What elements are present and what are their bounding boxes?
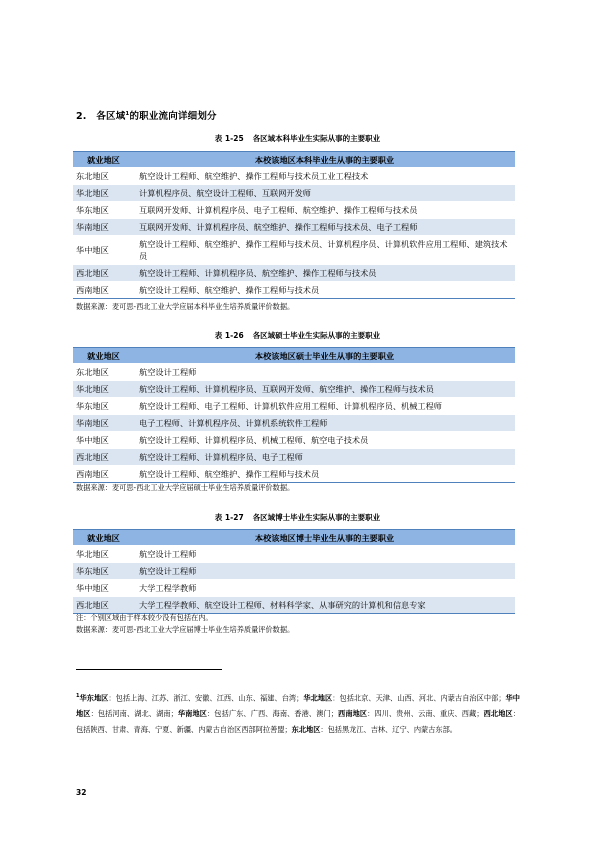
- table-header-row: [73, 348, 515, 364]
- section-title: [76, 108, 217, 122]
- table-row: [73, 597, 515, 614]
- table-caption-text: 各区域硕士毕业生实际从事的主要职业: [252, 331, 381, 340]
- header-region: 就业地区: [73, 152, 134, 168]
- occupations-cell: 航空设计工程师、航空维护、操作工程师与技术员: [134, 282, 515, 299]
- region-cell: 华南地区: [73, 219, 134, 236]
- footnote-region-text: ：包括广东、广西、海南、香港、澳门；: [207, 709, 338, 719]
- region-cell: 华中地区: [73, 236, 134, 265]
- header-occupations: 本校该地区本科毕业生从事的主要职业: [134, 152, 515, 168]
- occupations-cell: 航空设计工程师、航空维护、操作工程师与技术员、计算机程序员、计算机软件应用工程师、建筑技术员: [134, 236, 515, 265]
- table-number: 表 1-27: [214, 513, 244, 522]
- table-caption-text: 各区域本科毕业生实际从事的主要职业: [252, 134, 381, 143]
- footnote-region-name: 西南地区: [337, 709, 368, 719]
- table-number: 表 1-25: [214, 134, 244, 143]
- footnote-divider: [76, 669, 222, 670]
- region-cell: 华北地区: [73, 185, 134, 202]
- table-undergrad-careers: [73, 151, 515, 299]
- occupations-cell: 航空设计工程师、计算机程序员、电子工程师: [134, 449, 515, 466]
- occupations-cell: 航空设计工程师: [134, 546, 515, 563]
- table-caption-1-27: [0, 512, 595, 523]
- table-header-row: [73, 530, 515, 546]
- header-occupations: 本校该地区硕士毕业生从事的主要职业: [134, 348, 515, 364]
- section-title-rest: 的职业流向详细划分: [129, 111, 217, 122]
- region-cell: 西北地区: [73, 597, 134, 614]
- occupations-cell: 航空设计工程师、计算机程序员、互联网开发师、航空维护、操作工程师与技术员: [134, 381, 515, 398]
- table-row: [73, 449, 515, 466]
- table-row: [73, 265, 515, 282]
- table-row: [73, 236, 515, 265]
- occupations-cell: 大学工程学教师: [134, 580, 515, 597]
- region-cell: 东北地区: [73, 168, 134, 185]
- region-cell: 华东地区: [73, 398, 134, 415]
- region-cell: 华中地区: [73, 432, 134, 449]
- table-row: [73, 381, 515, 398]
- table-number: 表 1-26: [214, 331, 244, 340]
- footnote-region-name: 东北地区: [291, 725, 321, 735]
- table-row: [73, 563, 515, 580]
- occupations-cell: 航空设计工程师、电子工程师、计算机软件应用工程师、计算机程序员、机械工程师: [134, 398, 515, 415]
- region-cell: 西北地区: [73, 265, 134, 282]
- region-cell: 华北地区: [73, 381, 134, 398]
- occupations-cell: 互联网开发师、计算机程序员、航空维护、操作工程师与技术员、电子工程师: [134, 219, 515, 236]
- table-caption-1-25: [0, 133, 595, 144]
- region-cell: 华东地区: [73, 563, 134, 580]
- table-source: 数据来源：麦可思-西北工业大学应届硕士毕业生培养质量评价数据。: [76, 483, 295, 492]
- page-number: 32: [76, 788, 87, 797]
- occupations-cell: 航空设计工程师、航空维护、操作工程师与技术员: [134, 466, 515, 483]
- occupations-cell: 航空设计工程师、计算机程序员、机械工程师、航空电子技术员: [134, 432, 515, 449]
- header-region: 就业地区: [73, 530, 134, 546]
- table-source: 数据来源：麦可思-西北工业大学应届博士毕业生培养质量评价数据。: [76, 625, 295, 634]
- header-region: 就业地区: [73, 348, 134, 364]
- table-caption-1-26: [0, 330, 595, 341]
- section-title-main: 2. 各区域: [76, 111, 126, 122]
- table-row: [73, 185, 515, 202]
- table-caption-text: 各区域博士毕业生实际从事的主要职业: [252, 513, 381, 522]
- footnote-region-name: 华南地区: [177, 709, 208, 719]
- region-cell: 华东地区: [73, 202, 134, 219]
- table-header-row: [73, 152, 515, 168]
- region-cell: 西北地区: [73, 449, 134, 466]
- occupations-cell: 航空设计工程师、航空维护、操作工程师与技术员工业工程技术: [134, 168, 515, 185]
- table-row: [73, 580, 515, 597]
- occupations-cell: 计算机程序员、航空设计工程师、互联网开发师: [134, 185, 515, 202]
- region-cell: 华北地区: [73, 546, 134, 563]
- occupations-cell: 电子工程师、计算机程序员、计算机系统软件工程师: [134, 415, 515, 432]
- footnote-region-name: 华北地区: [303, 693, 333, 703]
- region-cell: 华南地区: [73, 415, 134, 432]
- table-master-careers: [73, 347, 515, 483]
- footnote-region-name: 华东地区: [79, 693, 109, 703]
- occupations-cell: 航空设计工程师: [134, 563, 515, 580]
- footnote-region-name: 西北地区: [483, 709, 513, 719]
- table-row: [73, 432, 515, 449]
- table-doctoral-careers: [73, 529, 515, 614]
- footnote-region-text: ：包括上海、江苏、浙江、安徽、江西、山东、福建、台湾；: [108, 693, 304, 703]
- table-row: [73, 466, 515, 483]
- occupations-cell: 航空设计工程师、计算机程序员、航空维护、操作工程师与技术员: [134, 265, 515, 282]
- footnote-region-text: ：包括北京、天津、山西、河北、内蒙古自治区中部；: [332, 693, 506, 703]
- table-row: [73, 168, 515, 185]
- table-row: [73, 219, 515, 236]
- table-row: [73, 282, 515, 299]
- region-cell: 西南地区: [73, 466, 134, 483]
- region-cell: 华中地区: [73, 580, 134, 597]
- footnote-mark: 1: [76, 693, 80, 699]
- header-occupations: 本校该地区博士毕业生从事的主要职业: [134, 530, 515, 546]
- footnote-reference: 1: [125, 110, 130, 117]
- occupations-cell: 航空设计工程师: [134, 364, 515, 381]
- table-row: [73, 202, 515, 219]
- table-row: [73, 364, 515, 381]
- table-source: 数据来源：麦可思-西北工业大学应届本科毕业生培养质量评价数据。: [76, 302, 295, 311]
- footnote-region-text: ：包括河南、湖北、湖南；: [90, 709, 178, 719]
- occupations-cell: 大学工程学教师、航空设计工程师、材料科学家、从事研究的计算机和信息专家: [134, 597, 515, 614]
- table-note: 注：个别区域由于样本较少没有包括在内。: [76, 613, 213, 622]
- footnote-region-name: 华中地区: [76, 693, 520, 719]
- region-cell: 西南地区: [73, 282, 134, 299]
- table-row: [73, 546, 515, 563]
- footnote: [76, 688, 520, 738]
- footnote-region-text: ：包括陕西、甘肃、青海、宁夏、新疆、内蒙古自治区西部阿拉善盟；: [76, 709, 520, 735]
- region-cell: 东北地区: [73, 364, 134, 381]
- table-row: [73, 415, 515, 432]
- footnote-region-text: ：四川、贵州、云南、重庆、西藏；: [367, 709, 484, 719]
- table-row: [73, 398, 515, 415]
- occupations-cell: 互联网开发师、计算机程序员、电子工程师、航空维护、操作工程师与技术员: [134, 202, 515, 219]
- footnote-region-text: ：包括黑龙江、吉林、辽宁、内蒙古东部。: [320, 725, 457, 735]
